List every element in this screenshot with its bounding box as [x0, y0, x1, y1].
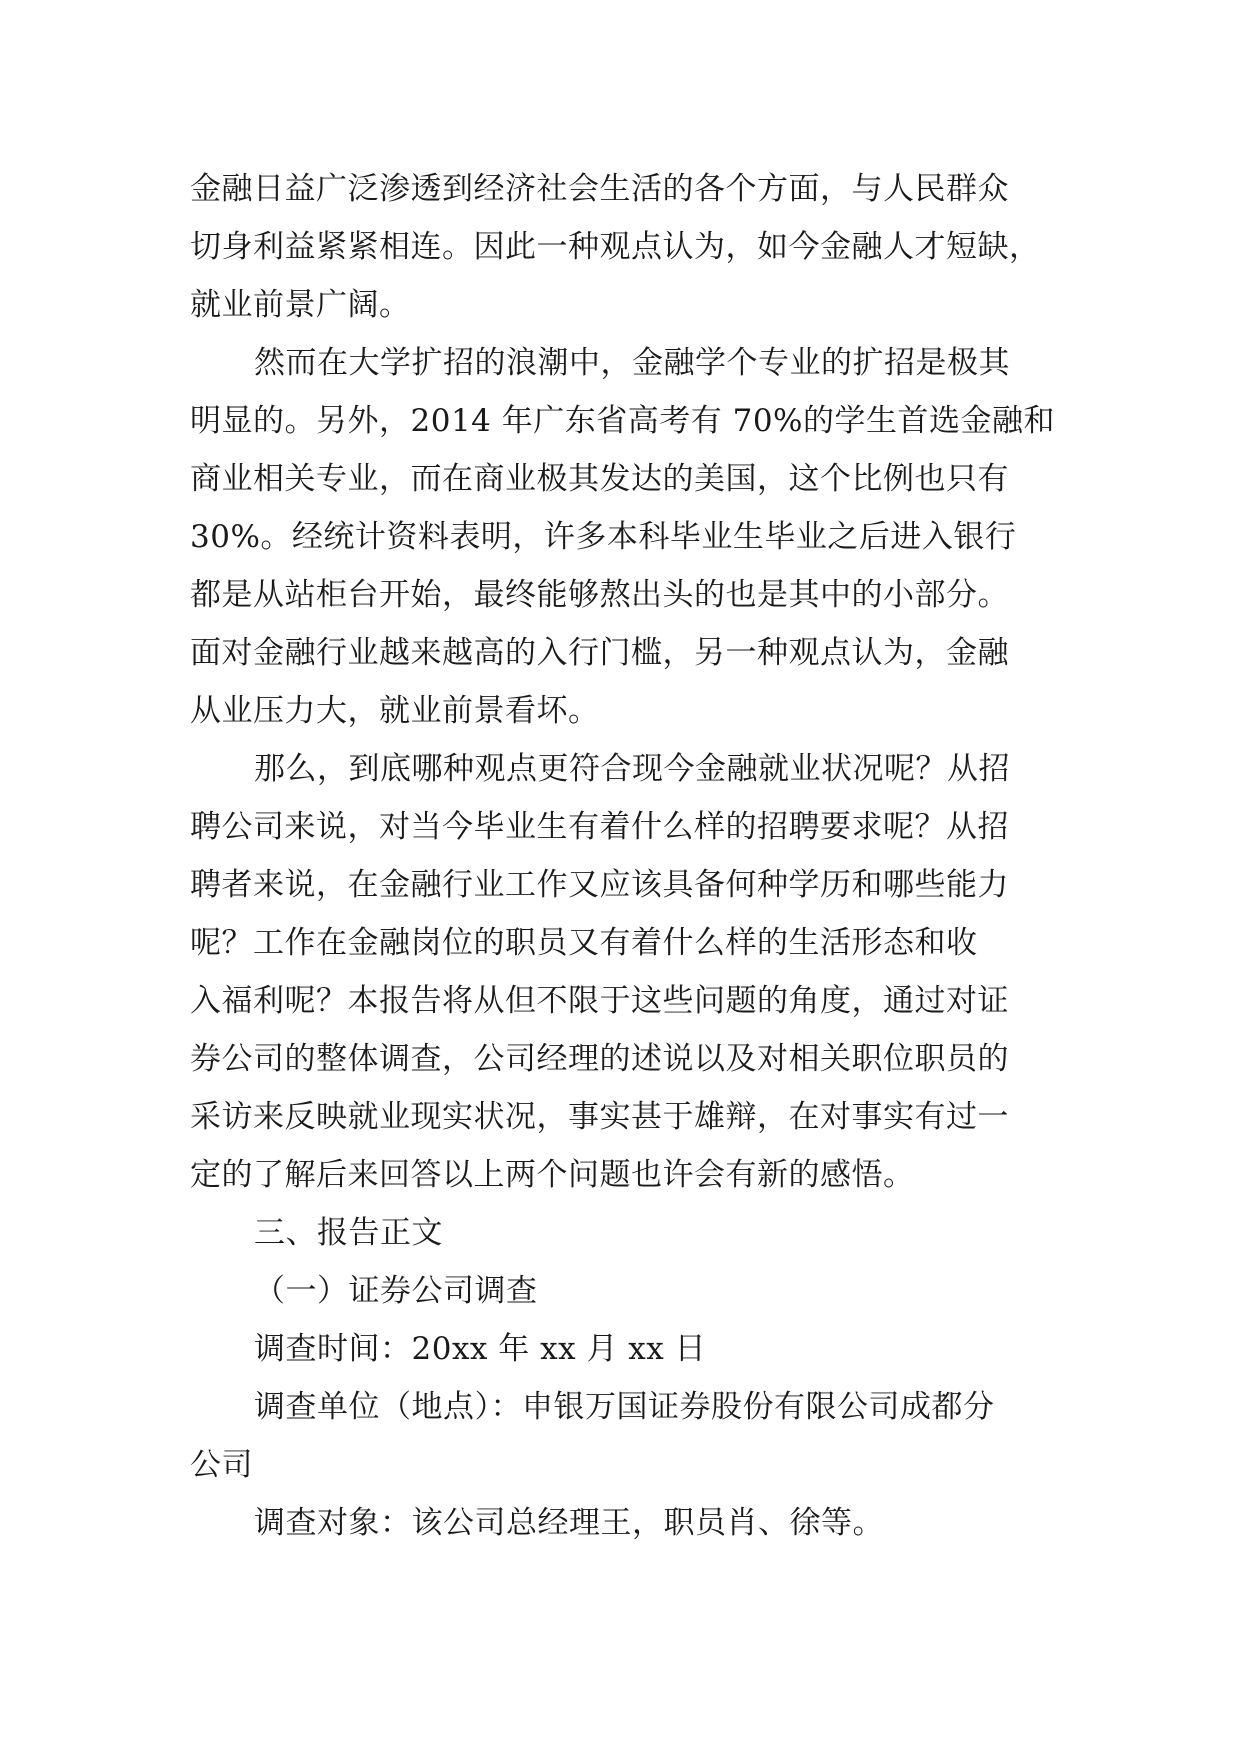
- text-line: 入福利呢？本报告将从但不限于这些问题的角度，通过对证: [190, 983, 1009, 1019]
- text-line: 呢？工作在金融岗位的职员又有着什么样的生活形态和收: [190, 925, 978, 961]
- paragraph-start-line: 然而在大学扩招的浪潮中，金融学个专业的扩招是极其: [254, 345, 1010, 381]
- text-line: 定的了解后来回答以上两个问题也许会有新的感悟。: [190, 1157, 915, 1193]
- text-line: 明显的。另外，2014 年广东省高考有 70%的学生首选金融和: [190, 403, 1056, 439]
- survey-time-line: 调查时间：20xx 年 xx 月 xx 日: [254, 1331, 707, 1367]
- text-line: 切身利益紧紧相连。因此一种观点认为，如今金融人才短缺，: [190, 229, 1041, 265]
- paragraph-start-line: 那么，到底哪种观点更符合现今金融就业状况呢？从招: [254, 751, 1010, 787]
- text-line: 从业压力大，就业前景看坏。: [190, 693, 600, 729]
- text-line: 聘公司来说，对当今毕业生有着什么样的招聘要求呢？从招: [190, 809, 1009, 845]
- text-line: 就业前景广阔。: [190, 287, 411, 323]
- text-line: 30%。经统计资料表明，许多本科毕业生毕业之后进入银行: [190, 519, 1017, 555]
- text-line: 面对金融行业越来越高的入行门槛，另一种观点认为，金融: [190, 635, 1009, 671]
- subsection-heading: （一）证券公司调查: [254, 1273, 538, 1309]
- section-heading: 三、报告正文: [254, 1215, 443, 1251]
- text-line: 公司: [190, 1447, 253, 1483]
- text-line: 聘者来说，在金融行业工作又应该具备何种学历和哪些能力: [190, 867, 1009, 903]
- text-line: 商业相关专业，而在商业极其发达的美国，这个比例也只有: [190, 461, 1009, 497]
- text-line: 金融日益广泛渗透到经济社会生活的各个方面，与人民群众: [190, 171, 1009, 207]
- text-line: 采访来反映就业现实状况，事实甚于雄辩，在对事实有过一: [190, 1099, 1009, 1135]
- text-line: 都是从站柜台开始，最终能够熬出头的也是其中的小部分。: [190, 577, 1009, 613]
- text-line: 券公司的整体调查，公司经理的述说以及对相关职位职员的: [190, 1041, 1009, 1077]
- document-body: [190, 160, 1070, 1552]
- survey-unit-line: 调查单位（地点）：申银万国证券股份有限公司成都分: [254, 1389, 995, 1425]
- survey-subject-line: 调查对象：该公司总经理王，职员肖、徐等。: [254, 1505, 884, 1541]
